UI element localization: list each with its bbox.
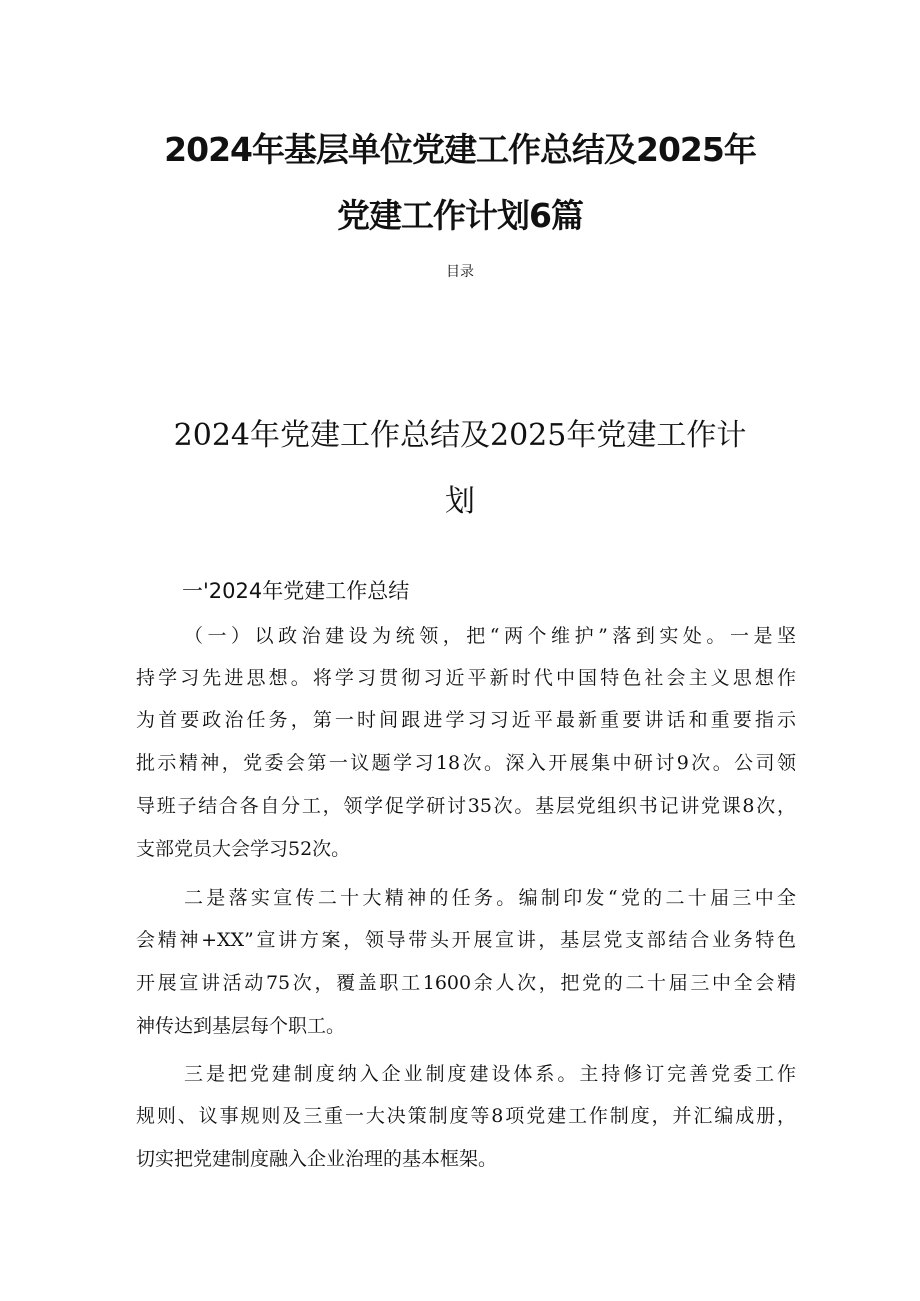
document-main-title-line-1: 2024年基层单位党建工作总结及2025年 [164,130,756,169]
paragraph-2-line-4: 神传达到基层每个职工。 [136,1015,346,1037]
paragraph-1-line-4: 批示精神，党委会第一议题学习18次。深入开展集中研讨9次。公司领 [136,752,796,774]
section-title-line-1: 2024年党建工作总结及2025年党建工作计 [173,418,747,453]
paragraph-2-line-1: 二是落实宣传二十大精神的任务。编制印发“党的二十届三中全 [184,887,796,909]
paragraph-1-line-1: （一）以政治建设为统领，把“两个维护”落到实处。一是坚 [184,625,796,647]
paragraph-1-line-2: 持学习先进思想。将学习贯彻习近平新时代中国特色社会主义思想作 [136,667,796,689]
paragraph-3-line-2: 规则、议事规则及三重一大决策制度等8项党建工作制度，并汇编成册， [136,1105,796,1127]
document-main-title-line-2: 党建工作计划6篇 [337,196,583,235]
paragraph-1-line-6: 支部党员大会学习52次。 [136,838,351,860]
paragraph-1-line-5: 导班子结合各自分工，领学促学研讨35次。基层党组织书记讲党课8次， [136,795,796,817]
paragraph-2-line-2: 会精神+XX”宣讲方案，领导带头开展宣讲，基层党支部结合业务特色 [136,929,796,951]
paragraph-2-line-3: 开展宣讲活动75次，覆盖职工1600余人次，把党的二十届三中全会精 [136,972,796,994]
heading-2024-summary: 一'2024年党建工作总结 [182,579,410,603]
section-title-line-2: 划 [445,484,475,519]
paragraph-1-line-3: 为首要政治任务，第一时间跟进学习习近平最新重要讲话和重要指示 [136,709,796,731]
paragraph-3-line-3: 切实把党建制度融入企业治理的基本框架。 [136,1148,498,1170]
table-of-contents-label: 目录 [446,264,474,280]
paragraph-3-line-1: 三是把党建制度纳入企业制度建设体系。主持修订完善党委工作 [184,1063,796,1085]
